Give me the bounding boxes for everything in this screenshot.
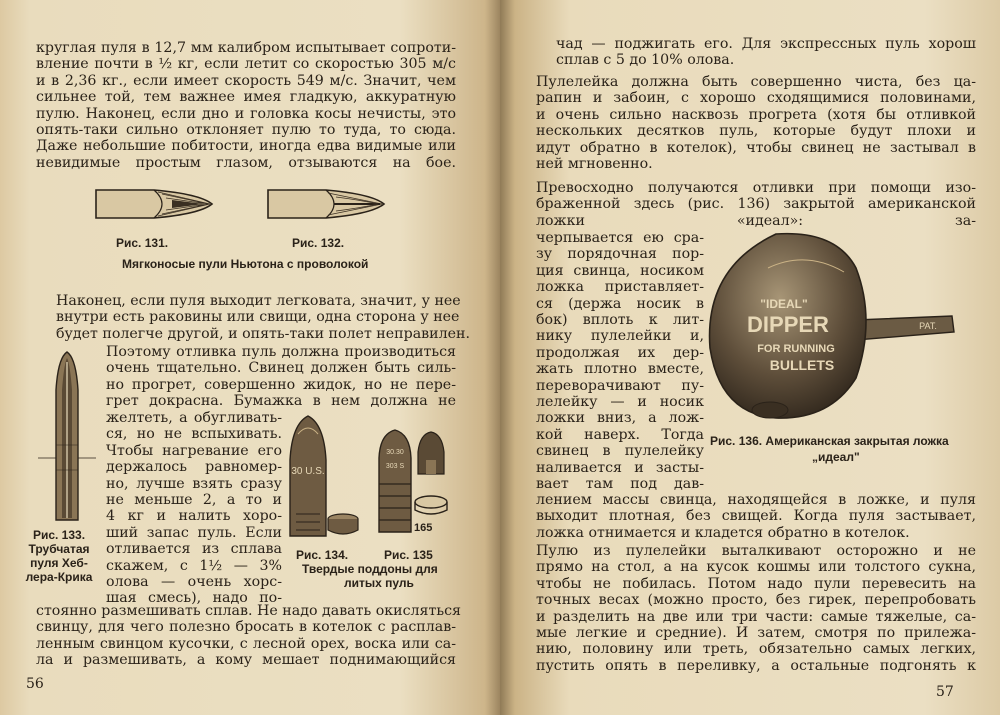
text-line: ла и размешивать, а кому мешает поднимающийся [36, 652, 456, 669]
figure-133-tubular-bullet [32, 350, 102, 525]
text-line: жать плотно вместе, [536, 361, 704, 378]
text-line: ся, но не вспыхивать. [106, 426, 282, 443]
figure-132-label: Рис. 132. [292, 236, 345, 250]
text-line: прямо на стол, а на кусок кошмы или толстого сукна, [536, 559, 976, 576]
figure-131-label: Рис. 131. [116, 236, 169, 250]
text-line: чад — поджигать его. Для экспрессных пуль хорош [556, 36, 976, 52]
text-line: будет полегче другой, и опять-таки полет неправилен. [56, 325, 470, 342]
right-paragraph-2 [536, 74, 976, 172]
text-line: переворачивают пу- [536, 377, 704, 394]
figure-136-caption-1: Рис. 136. Американская закрытая ложка [710, 434, 949, 448]
text-line: ция свинца, носиком [536, 262, 704, 279]
text-line: очень тщательно. Свинец должен быть силь- [106, 360, 456, 377]
caption-line: Трубчатая [28, 542, 90, 556]
ring-mark: 165 [414, 522, 433, 534]
text-line: пулю. Наконец, если дно и головка косы нечисты, это [36, 105, 456, 122]
text-line: бок) вплоть к лит- [536, 312, 704, 329]
figure-134-bullet [284, 414, 332, 540]
text-line: Пулю из пулелейки выталкивают осторожно и не [536, 543, 976, 559]
left-paragraph-3-wide [106, 344, 456, 410]
figure-135-label: Рис. 135 [384, 548, 433, 562]
text-line: свинцу, для чего полезно бросать в котелок с расплав- [36, 619, 456, 636]
text-line: Поэтому отливка пуль должна производиться [106, 344, 456, 360]
text-line: мые легкие и средние). И затем, смотря по прилежа- [536, 625, 976, 642]
caption-line: Рис. 133. [32, 528, 86, 542]
text-line: и в 2,36 кг., если имеет скорость 549 м/с. Значит, чем [36, 72, 456, 89]
figure-131-132-caption: Мягконосые пули Ньютона с проволокой [122, 257, 369, 271]
text-line: шая смесь), надо по- [106, 590, 282, 607]
dipper-text-for-running: FOR RUNNING [757, 343, 835, 355]
right-paragraph-1 [556, 36, 976, 69]
text-line: стоянно размешивать сплав. Не надо давать окисляться [36, 603, 461, 619]
text-line: 4 кг и налить хоро- [106, 508, 282, 525]
figure-135-ring [412, 494, 450, 520]
figure-131-bullet [92, 186, 216, 222]
text-line: сплав с 5 до 10% олова. [556, 52, 735, 69]
dipper-text-ideal: "IDEAL" [760, 297, 808, 311]
figure-135-bullet [376, 428, 414, 534]
text-line: ложка отнимается и кладется обратно в котелок. [536, 524, 910, 541]
text-line: и разделить на две или три части: самые тяжелые, са- [536, 608, 976, 625]
right-paragraph-3-tail [536, 492, 976, 541]
text-line: олова — очень хорс- [106, 574, 282, 591]
text-line: лением массы свинца, находящейся в ложке, и пуля [536, 492, 976, 508]
text-line: но, лучше взять сразу [106, 475, 282, 492]
left-paragraph-3-narrow [106, 410, 282, 607]
text-line: Превосходно получаются отливки при помощи изо- [536, 180, 976, 196]
text-line: не меньше 2, а то и [106, 492, 282, 509]
dipper-text-dipper: DIPPER [747, 312, 829, 337]
left-paragraph-2 [56, 293, 470, 342]
figure-134-135-caption: Твердые поддоны для [302, 562, 438, 576]
text-line: ней мгновенно. [536, 156, 653, 173]
text-line: ложки «идеал»: за- [536, 212, 976, 229]
text-line: желтеть, а обугливать- [106, 410, 282, 426]
text-line: ложки вниз, а лож- [536, 410, 704, 427]
text-line: но прогрет, совершенно жидок, но не пере- [106, 376, 456, 393]
text-line: чтобы не побилась. Потом надо пули перевесить на [536, 575, 976, 592]
text-line: Даже небольшие побитости, иногда едва видимые или [36, 138, 456, 155]
figure-132-bullet [264, 186, 388, 222]
text-line: нию, половину или треть, обязательно самых легких, [536, 641, 976, 658]
right-paragraph-4 [536, 543, 976, 674]
text-line: свинец в пулелейку [536, 443, 704, 460]
left-paragraph-1 [36, 40, 456, 171]
figure-136-ideal-dipper [706, 228, 968, 428]
text-line: отливается из сплава [106, 541, 282, 558]
text-line: Наконец, если пуля выходит легковата, значит, у нее [56, 293, 461, 309]
text-line: лелейку — и носик [536, 394, 704, 411]
mold-mark-2: 303 S [385, 463, 405, 470]
text-line: скажем, с 1½ — 3% [106, 557, 282, 574]
dipper-text-bullets: BULLETS [769, 357, 835, 373]
caption-line: пуля Хеб- [30, 556, 88, 570]
text-line: точных весах (можно просто, без гирек, перепробовать [536, 592, 976, 609]
text-line: пустить опять в переливку, а остальные подгонять к [536, 657, 976, 674]
right-page-number: 57 [936, 684, 954, 700]
figure-136-caption-2: „идеал" [812, 450, 860, 464]
mold-mark-1: 30.30 [386, 449, 404, 456]
text-line: Чтобы нагревание его [106, 442, 282, 459]
text-line: внутри есть раковины или свищи, одна сторона у нее [56, 309, 460, 326]
text-line: нику пулелейки и, [536, 328, 704, 345]
text-line: ложка приставляет- [536, 279, 704, 296]
text-line: браженной здесь (рис. 136) закрытой американской [536, 196, 976, 213]
figure-133-caption [14, 528, 104, 584]
text-line: ленным свинцом кусочки, с лесной орех, воска или са- [36, 635, 456, 652]
text-line: ший запас пуль. Если [106, 524, 282, 541]
caption-line: лера-Крика [25, 570, 93, 584]
text-line: сильнее той, тем важнее имея гладкую, аккуратную [36, 89, 456, 106]
text-line: вление почти в ½ кг, если летит со скоростью 305 м/с [36, 56, 456, 73]
figure-135-nose [414, 430, 448, 478]
figure-134-135-caption-2: литых пуль [344, 576, 414, 590]
right-paragraph-3-wide [536, 180, 976, 229]
text-line: нескольких десятков пуль, которые будут плохи и [536, 123, 976, 140]
text-line: зу порядочная пор- [536, 246, 704, 263]
left-page-number: 56 [26, 676, 44, 692]
left-paragraph-3-tail [36, 603, 461, 669]
text-line: рапин и забоин, с хорошо сходящимися половинами, [536, 90, 976, 107]
text-line: идут обратно в котелок), чтобы свинец не застывал в [536, 139, 976, 156]
right-page [500, 0, 1000, 715]
text-line: и очень сильно насквозь прогрета (хотя бы отливкой [536, 106, 976, 123]
text-line: продолжая их дер- [536, 344, 704, 361]
right-paragraph-3-narrow [536, 230, 704, 493]
text-line: держалось равномер- [106, 459, 282, 476]
text-line: ся (держа носик в [536, 295, 704, 312]
text-line: грет докрасна. Бумажка в нем должна не [106, 393, 456, 410]
bullet-mark: 30 U.S. [291, 466, 325, 477]
dipper-text-pat: PAT. [919, 321, 937, 331]
text-line: выходит плотная, без свищей. Когда пуля застывает, [536, 508, 976, 525]
figure-134-label: Рис. 134. [296, 548, 349, 562]
text-line: круглая пуля в 12,7 мм калибром испытывает сопроти- [36, 40, 456, 56]
figure-134-gas-check [326, 512, 360, 538]
text-line: вает там под дав- [536, 476, 704, 493]
text-line: наливается и засты- [536, 459, 704, 476]
text-line: невидимые простым глазом, отзываются на бое. [36, 154, 456, 171]
text-line: Пулелейка должна быть совершенно чиста, без ца- [536, 74, 976, 90]
text-line: кой наверх. Тогда [536, 426, 704, 443]
text-line: черпывается ею сра- [536, 230, 704, 246]
text-line: опять-таки сильно отклоняет пулю то туда, то сюда. [36, 122, 456, 139]
